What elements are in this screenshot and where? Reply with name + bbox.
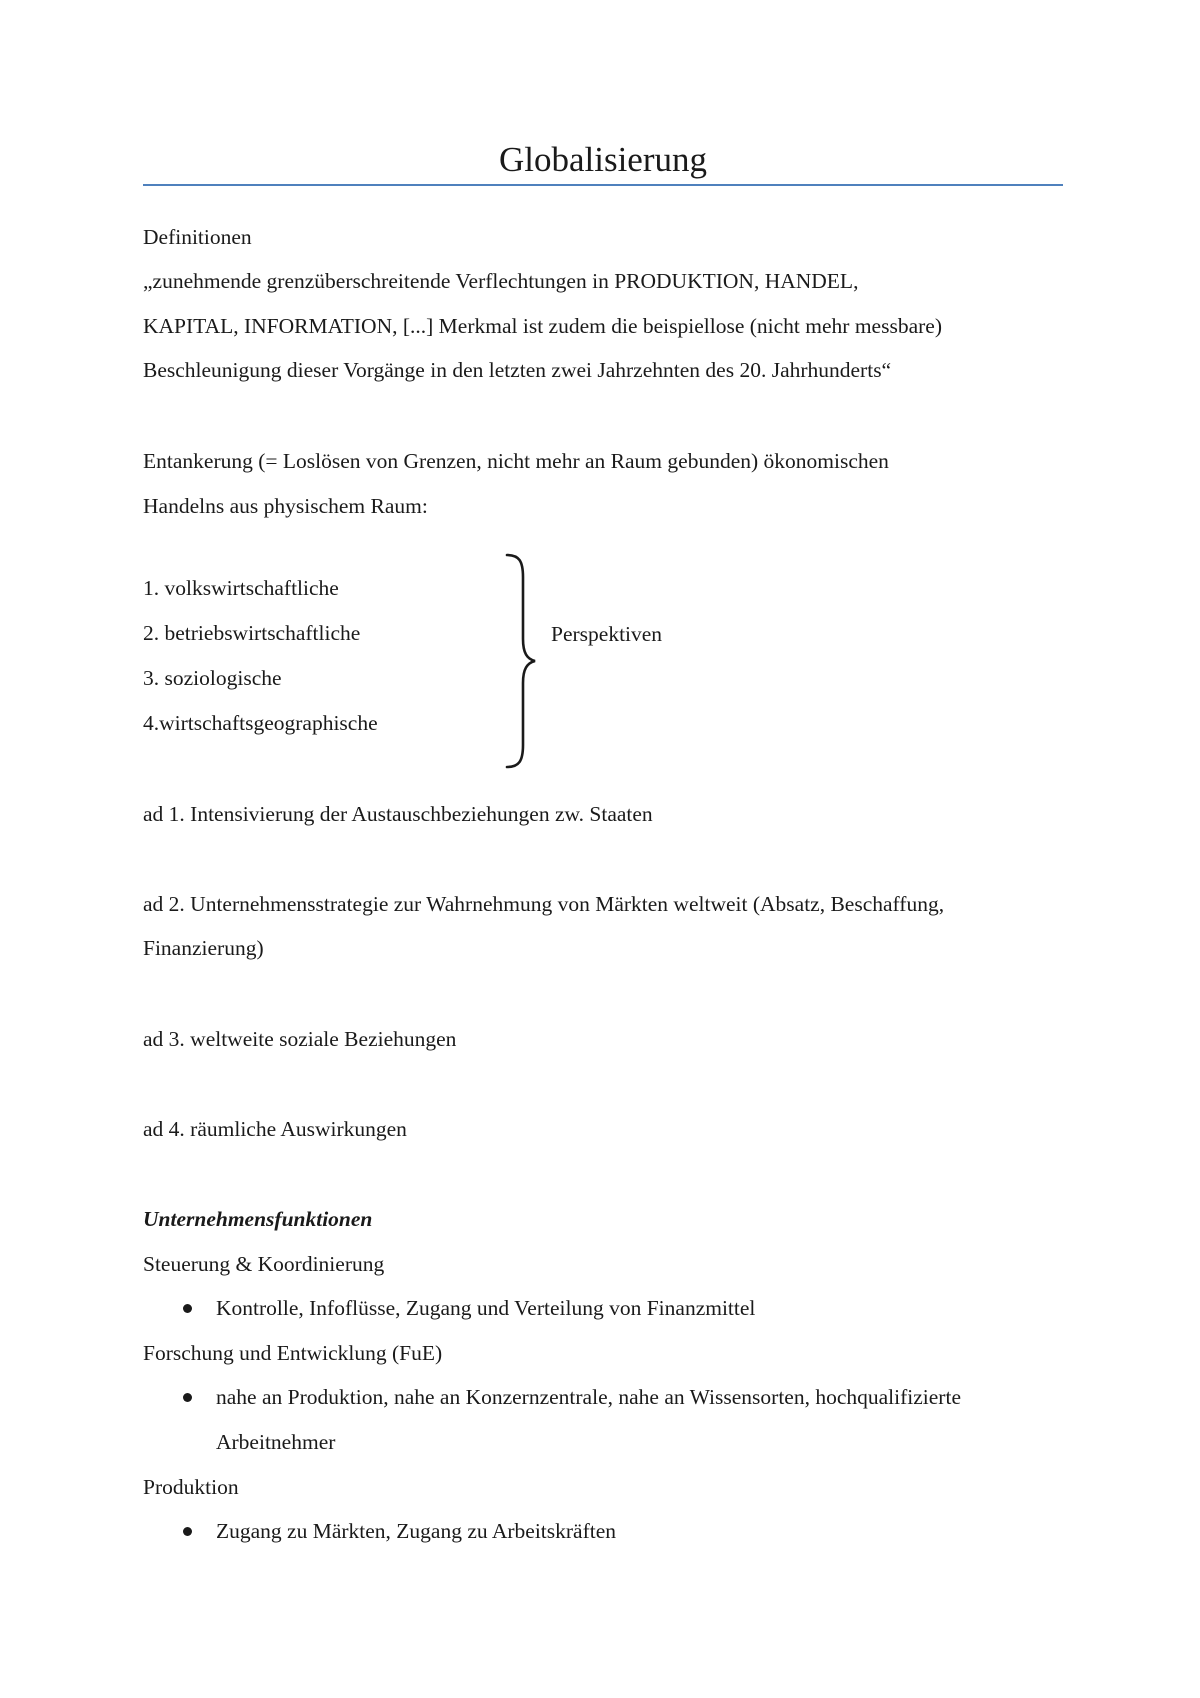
definition-quote-line-3: Beschleunigung dieser Vorgänge in den letzten zwei Jahrzehnten des 20. Jahrhunderts“ <box>143 358 892 382</box>
curly-brace-icon <box>505 553 545 769</box>
perspective-item-1: 1. volkswirtschaftliche <box>143 576 339 600</box>
function-group-2-bullet-line-1: nahe an Produktion, nahe an Konzernzentrale, nahe an Wissensorten, hochqualifizierte <box>216 1385 961 1409</box>
definition-quote-line-2: KAPITAL, INFORMATION, [...] Merkmal ist zudem die beispiellose (nicht mehr messbare) <box>143 314 942 338</box>
title-underline <box>143 184 1063 186</box>
ad-item-1: ad 1. Intensivierung der Austauschbeziehungen zw. Staaten <box>143 802 653 826</box>
perspective-item-3: 3. soziologische <box>143 666 282 690</box>
function-group-label-2: Forschung und Entwicklung (FuE) <box>143 1341 443 1365</box>
perspectives-label: Perspektiven <box>551 622 663 646</box>
function-group-1-bullet-line-1: Kontrolle, Infoflüsse, Zugang und Verteilung von Finanzmittel <box>216 1296 756 1320</box>
entankerung-line-2: Handelns aus physischem Raum: <box>143 494 428 518</box>
bullet-icon <box>183 1527 192 1536</box>
bullet-icon <box>183 1304 192 1313</box>
ad-item-3: ad 3. weltweite soziale Beziehungen <box>143 1027 457 1051</box>
ad-item-2-line-1: ad 2. Unternehmensstrategie zur Wahrnehmung von Märkten weltweit (Absatz, Beschaffung, <box>143 892 945 916</box>
function-group-3-bullet-line-1: Zugang zu Märkten, Zugang zu Arbeitskräften <box>216 1519 617 1543</box>
definitions-heading: Definitionen <box>143 225 252 249</box>
ad-item-4: ad 4. räumliche Auswirkungen <box>143 1117 407 1141</box>
definition-quote-line-1: „zunehmende grenzüberschreitende Verflechtungen in PRODUKTION, HANDEL, <box>143 269 859 293</box>
function-group-label-3: Produktion <box>143 1475 239 1499</box>
page-title: Globalisierung <box>498 140 708 179</box>
functions-heading: Unternehmensfunktionen <box>143 1207 373 1231</box>
entankerung-line-1: Entankerung (= Loslösen von Grenzen, nicht mehr an Raum gebunden) ökonomischen <box>143 449 889 473</box>
perspective-item-2: 2. betriebswirtschaftliche <box>143 621 361 645</box>
function-group-2-bullet-line-2: Arbeitnehmer <box>216 1430 336 1454</box>
perspective-item-4: 4.wirtschaftsgeographische <box>143 711 378 735</box>
ad-item-2-line-2: Finanzierung) <box>143 936 264 960</box>
function-group-label-1: Steuerung & Koordinierung <box>143 1252 385 1276</box>
bullet-icon <box>183 1393 192 1402</box>
